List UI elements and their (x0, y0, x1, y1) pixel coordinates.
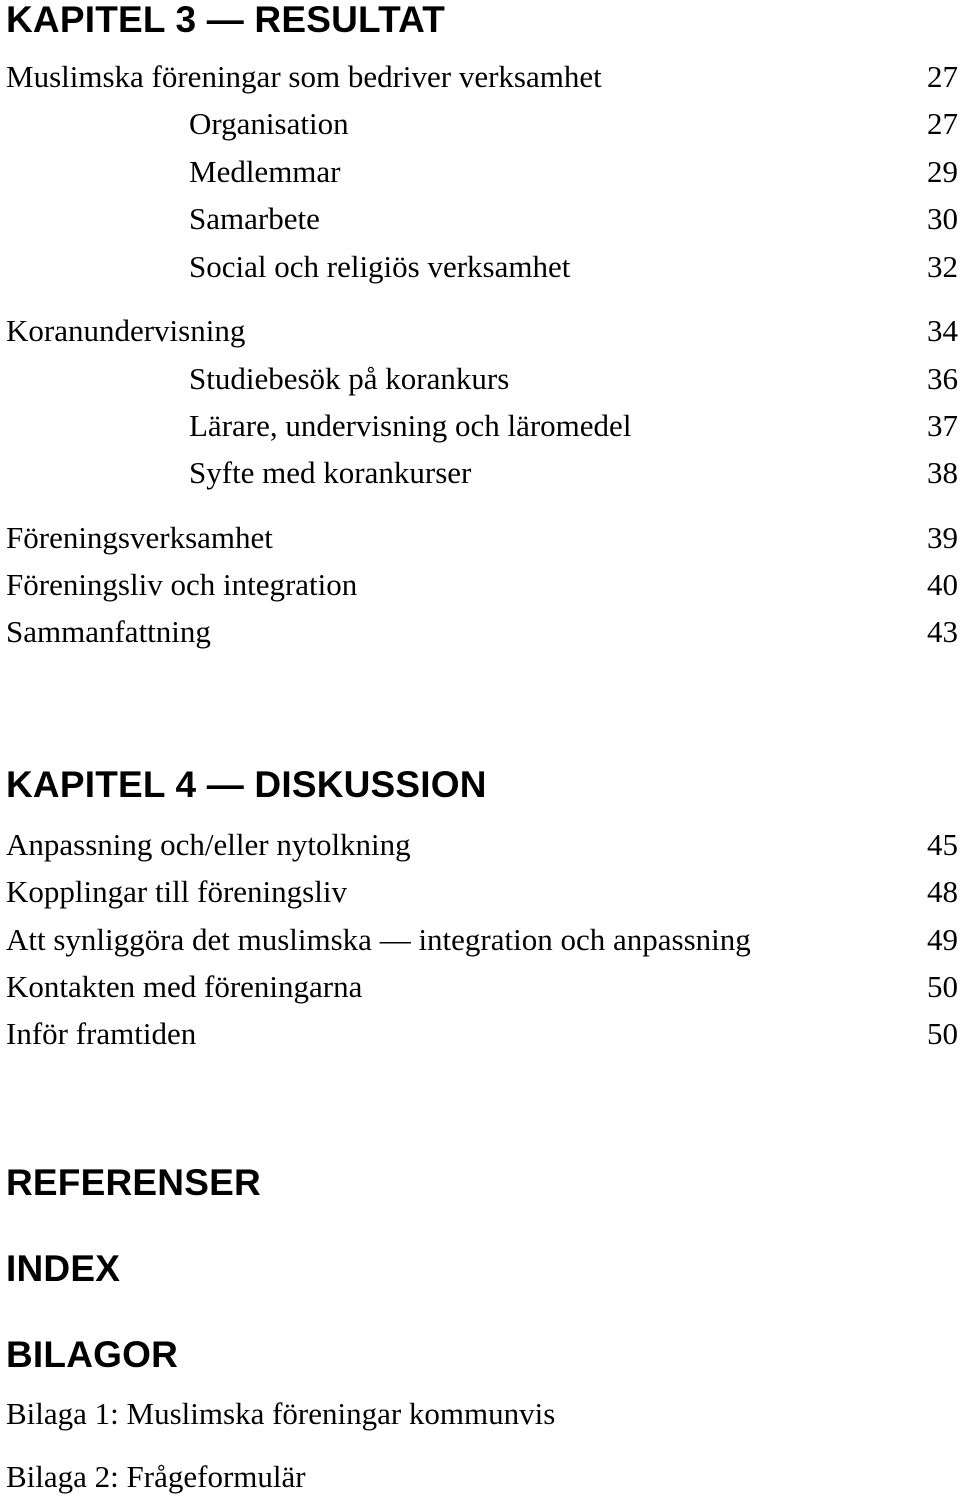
toc-entry-page: 27 (927, 106, 958, 141)
toc-entry-page: 27 (927, 59, 958, 94)
toc-entry-title: Muslimska föreningar som bedriver verksamhet (6, 59, 602, 94)
toc-entry-page: 29 (927, 154, 958, 189)
toc-entry-page: 50 (927, 1016, 958, 1051)
toc-entry-page: 48 (927, 874, 958, 909)
toc-entry-title: Studiebesök på korankurs (189, 361, 510, 396)
toc-entry-title: Social och religiös verksamhet (189, 249, 571, 284)
bilagor-heading: BILAGOR (6, 1334, 179, 1375)
toc-entry-page: 45 (927, 827, 958, 862)
toc-entry-title: Lärare, undervisning och läromedel (189, 408, 632, 443)
toc-entry-page: 49 (927, 922, 958, 957)
toc-entry-title: Föreningsliv och integration (6, 567, 358, 602)
chapter-3-heading: KAPITEL 3 — RESULTAT (6, 0, 446, 40)
toc-entry-page: 32 (927, 249, 958, 284)
toc-entry-title: Inför framtiden (6, 1016, 197, 1051)
toc-entry-title: Medlemmar (189, 154, 341, 189)
toc-entry-title: Anpassning och/eller nytolkning (6, 827, 411, 862)
toc-entry-page: 37 (927, 408, 958, 443)
toc-entry-title: Sammanfattning (6, 614, 211, 649)
toc-entry-title: Att synliggöra det muslimska — integration och anpassning (6, 922, 751, 957)
toc-entry-page: 50 (927, 969, 958, 1004)
index-heading: INDEX (6, 1248, 121, 1289)
toc-entry-title: Föreningsverksamhet (6, 520, 273, 555)
toc-entry-page: 30 (927, 201, 958, 236)
toc-entry-title: Samarbete (189, 201, 320, 236)
toc-entry-page: 38 (927, 455, 958, 490)
toc-entry-page: 39 (927, 520, 958, 555)
toc-entry-title: Organisation (189, 106, 349, 141)
toc-entry-title: Kopplingar till föreningsliv (6, 874, 347, 909)
appendix-entry[interactable]: Bilaga 1: Muslimska föreningar kommunvis (6, 1396, 556, 1431)
toc-entry-title: Koranundervisning (6, 313, 246, 348)
toc-entry-page: 34 (927, 313, 958, 348)
toc-entry-page: 40 (927, 567, 958, 602)
toc-entry-title: Syfte med korankurser (189, 455, 472, 490)
chapter-4-heading: KAPITEL 4 — DISKUSSION (6, 764, 487, 805)
referenser-heading: REFERENSER (6, 1162, 261, 1203)
appendix-entry[interactable]: Bilaga 2: Frågeformulär (6, 1459, 306, 1494)
toc-entry-page: 36 (927, 361, 958, 396)
toc-entry-page: 43 (927, 614, 958, 649)
toc-entry-title: Kontakten med föreningarna (6, 969, 363, 1004)
